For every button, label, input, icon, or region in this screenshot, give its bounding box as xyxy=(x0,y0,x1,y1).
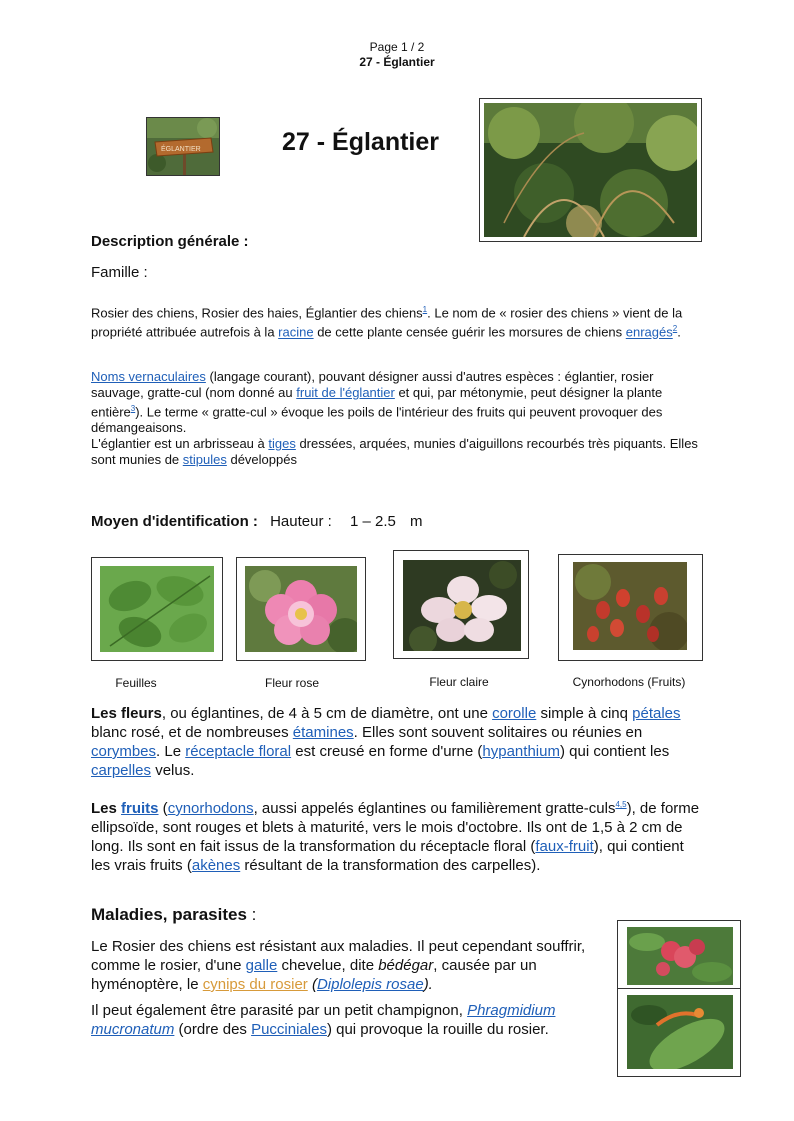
caption-fleur-rose: Fleur rose xyxy=(264,676,320,690)
footnote-ref[interactable]: 3 xyxy=(130,404,136,413)
photo-bedegar xyxy=(627,927,733,985)
link-diplolepis-rosae[interactable]: Diplolepis rosae xyxy=(316,976,424,993)
description-heading: Description générale : xyxy=(91,233,249,250)
fleurs-paragraph xyxy=(91,704,703,780)
maladies-heading-colon: : xyxy=(246,905,257,924)
text-span: blanc rosé, et de nombreuses xyxy=(91,724,293,741)
text-span: ( xyxy=(307,976,317,993)
text-span: est creusé en forme d'urne ( xyxy=(291,743,483,760)
description-paragraph-2 xyxy=(91,369,706,436)
sign-photo xyxy=(146,117,220,176)
sign-text: ÉGLANTIER xyxy=(161,146,201,153)
link-racine[interactable]: racine xyxy=(278,324,314,340)
text-span: ) qui contient les xyxy=(559,743,670,760)
description-paragraph-1 xyxy=(91,302,706,341)
text-span: résultant de la transformation des carpelles). xyxy=(240,857,541,874)
photo-fleur-rose xyxy=(236,557,366,661)
text-span: chevelue, dite xyxy=(277,957,379,974)
link-etamines[interactable]: étamines xyxy=(292,724,354,741)
text-span: L'églantier est un arbrisseau à xyxy=(91,436,269,451)
link-petales[interactable]: pétales xyxy=(632,705,681,722)
link-fruits[interactable]: fruits xyxy=(121,800,159,817)
fruits-paragraph xyxy=(91,795,703,875)
famille-label: Famille : xyxy=(91,264,148,281)
identification-heading: Moyen d'identification : xyxy=(91,513,258,530)
link-enrages[interactable]: enragés xyxy=(625,324,673,340)
link-corolle[interactable]: corolle xyxy=(492,705,537,722)
maladies-heading-text: Maladies, parasites xyxy=(91,905,247,924)
text-span: Il peut également être parasité par un petit champignon, xyxy=(91,1002,468,1019)
page-number: Page 1 / 2 xyxy=(369,40,425,54)
text-span: (langage courant), pouvant désigner aussi d'autres espèces : églantier, rosier sauvage, gratte-cul (nom donné au xyxy=(91,369,654,400)
text-span: velus. xyxy=(151,762,195,779)
text-span: ). xyxy=(423,976,433,993)
photo-feuilles xyxy=(91,557,223,661)
link-akenes[interactable]: akènes xyxy=(191,857,241,874)
text-span: (ordre des xyxy=(174,1021,252,1038)
identification-row xyxy=(91,513,423,530)
text-span: dressées, arquées, munies d'aiguillons recourbés très piquants. Elles sont munies de xyxy=(91,436,698,467)
link-receptacle-floral[interactable]: réceptacle floral xyxy=(185,743,292,760)
caption-fleur-claire: Fleur claire xyxy=(429,675,489,689)
text-span: , causée par un hyménoptère, le xyxy=(91,957,537,993)
text-span: , ou églantines, de 4 à 5 cm de diamètre, ont une xyxy=(161,705,493,722)
text-span: de cette plante censée guérir les morsures de chiens xyxy=(313,324,626,340)
height-unit: m xyxy=(410,513,423,530)
maladies-paragraph-1 xyxy=(91,937,596,994)
link-stipules[interactable]: stipules xyxy=(182,452,227,467)
shrub-photo xyxy=(479,98,702,242)
text-span: , aussi appelés églantines ou familièrement gratte-culs xyxy=(253,800,616,817)
footnote-ref[interactable]: 4,5 xyxy=(615,800,627,809)
page-subtitle: 27 - Églantier xyxy=(359,55,435,69)
text-span: ), qui contient les vrais fruits ( xyxy=(91,838,684,874)
maladies-heading xyxy=(91,905,256,925)
text-span: simple à cinq xyxy=(536,705,633,722)
link-carpelles[interactable]: carpelles xyxy=(91,762,152,779)
link-galle[interactable]: galle xyxy=(245,957,278,974)
height-label: Hauteur : xyxy=(270,513,332,530)
names-text: Rosier des chiens, Rosier des haies, Églantier des chiens xyxy=(91,305,423,321)
link-cynips-du-rosier[interactable]: cynips du rosier xyxy=(202,976,308,993)
link-corymbes[interactable]: corymbes xyxy=(91,743,157,760)
fruits-lead-text: Les xyxy=(91,800,122,817)
photo-rouille xyxy=(627,995,733,1069)
maladies-paragraph-2 xyxy=(91,1001,596,1039)
photo-fleur-claire xyxy=(393,550,529,659)
text-span: . Elles sont souvent solitaires ou réunies en xyxy=(353,724,643,741)
text-span: . Le xyxy=(156,743,186,760)
italic-bedegar: bédégar xyxy=(378,957,434,974)
page-title: 27 - Églantier xyxy=(282,128,439,156)
footnote-ref[interactable]: 1 xyxy=(422,305,428,314)
link-phragmidium-mucronatum[interactable]: Phragmidium mucronatum xyxy=(91,1002,556,1038)
photo-cynorhodons xyxy=(558,554,703,661)
footnote-ref[interactable]: 2 xyxy=(672,324,678,334)
link-fruit-eglantier[interactable]: fruit de l'églantier xyxy=(296,385,395,400)
description-paragraph-3 xyxy=(91,436,706,468)
text-span: et qui, par métonymie, peut désigner la plante entière xyxy=(91,385,663,420)
caption-cynorhodons: Cynorhodons (Fruits) xyxy=(572,675,686,689)
fleurs-lead: Les fleurs xyxy=(91,705,162,722)
page-header xyxy=(0,40,794,70)
link-faux-fruit[interactable]: faux-fruit xyxy=(535,838,594,855)
link-noms-vernaculaires[interactable]: Noms vernaculaires xyxy=(91,369,206,384)
caption-feuilles: Feuilles xyxy=(115,676,157,690)
text-span: . Le nom de « rosier des chiens » vient de la propriété attribuée autrefois à la xyxy=(91,305,683,340)
parasite-photos xyxy=(617,920,741,1077)
text-span: . xyxy=(677,324,681,340)
text-span: ). Le terme « gratte-cul » évoque les poils de l'intérieur des fruits qui peuvent provoquer des démangeaisons. xyxy=(91,404,663,436)
height-value: 1 – 2.5 xyxy=(349,513,396,530)
link-hypanthium[interactable]: hypanthium xyxy=(482,743,560,760)
text-span: ) qui provoque la rouille du rosier. xyxy=(326,1021,549,1038)
text-span: développés xyxy=(226,452,297,467)
link-cynorhodons[interactable]: cynorhodons xyxy=(167,800,254,817)
text-span: Le Rosier des chiens est résistant aux maladies. Il peut cependant souffrir, comme le rosier, d'une xyxy=(91,938,586,974)
fruits-lead xyxy=(91,800,159,817)
text-span: ( xyxy=(158,800,168,817)
text-span: ), de forme ellipsoïde, sont rouges et blets à maturité, vers le mois d'octobre. Ils ont de 1,5 à 2 cm de long. Ils sont en fait issus de la transformation du réceptacle floral ( xyxy=(91,800,700,855)
link-pucciniales[interactable]: Pucciniales xyxy=(251,1021,327,1038)
link-tiges[interactable]: tiges xyxy=(268,436,296,451)
